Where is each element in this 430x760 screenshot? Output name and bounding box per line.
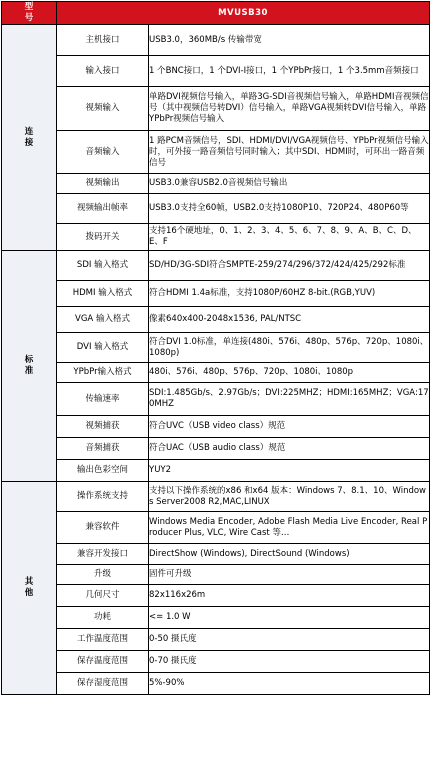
- spec-key: 兼容软件: [57, 512, 149, 544]
- spec-key: 主机接口: [57, 25, 149, 56]
- spec-key: 功耗: [57, 607, 149, 629]
- spec-key: 视频输入: [57, 87, 149, 131]
- category-cell: [2, 251, 57, 482]
- spec-value: 单路DVI视频信号输入，单路3G-SDI音视频信号输入，单路HDMI音视频信号（其中视频信号转DVI）信号输入，单路VGA视频转DVI信号输入，单路YPbPr视频信号输入: [149, 87, 430, 131]
- spec-value: 0-50 摄氏度: [149, 629, 430, 651]
- spec-key: 音频捕获: [57, 438, 149, 460]
- spec-row: [2, 544, 430, 565]
- spec-value: 1 路PCM音频信号，SDI、HDMI/DVI/VGA视频信号、YPbPr视频信号输入时，可外接一路音频信号同时输入；其中SDI、HDMI时，可环出一路音频信号: [149, 131, 430, 174]
- spec-row: [2, 383, 430, 416]
- spec-value: 82x116x26m: [149, 585, 430, 607]
- model-label: [2, 2, 57, 25]
- spec-value: 480i、576i、480p、576p、720p、1080i、1080p: [149, 363, 430, 383]
- category-label: 标 准: [24, 355, 34, 376]
- spec-row: [2, 460, 430, 482]
- spec-row: [2, 629, 430, 651]
- spec-value: 1 个BNC接口，1 个DVI-I接口，1 个YPbPr接口，1 个3.5mm音频接口: [149, 56, 430, 87]
- spec-value: 支持以下操作系统的x86 和x64 版本：Windows 7、8.1、10、Windows Server2008 R2,MAC,LINUX: [149, 482, 430, 512]
- spec-key: 视频输出帧率: [57, 194, 149, 224]
- spec-row: [2, 281, 430, 307]
- spec-key: 视频捕获: [57, 416, 149, 438]
- spec-value: USB3.0兼容USB2.0音视频信号输出: [149, 174, 430, 194]
- spec-value: 支持16个硬地址，0、1、2、3、4、5、6、7、8、9、A、B、C、D、E、F: [149, 224, 430, 251]
- spec-row: [2, 25, 430, 56]
- header-row: [2, 2, 430, 25]
- spec-row: [2, 651, 430, 673]
- model-label-text: 型 号: [24, 2, 34, 23]
- category-cell: [2, 482, 57, 695]
- spec-row: [2, 131, 430, 174]
- spec-key: 操作系统支持: [57, 482, 149, 512]
- spec-key: YPbPr输入格式: [57, 363, 149, 383]
- spec-row: [2, 438, 430, 460]
- spec-row: [2, 87, 430, 131]
- spec-value: 固件可升级: [149, 565, 430, 585]
- spec-row: [2, 194, 430, 224]
- spec-value: 符合UAC（USB audio class）规范: [149, 438, 430, 460]
- spec-row: [2, 416, 430, 438]
- spec-key: 输出色彩空间: [57, 460, 149, 482]
- model-name: MVUSB30: [57, 2, 430, 25]
- spec-row: [2, 307, 430, 333]
- spec-value: USB3.0，360MB/s 传输带宽: [149, 25, 430, 56]
- spec-key: 升级: [57, 565, 149, 585]
- spec-value: YUY2: [149, 460, 430, 482]
- spec-value: USB3.0支持全60帧，USB2.0支持1080P10、720P24、480P60等: [149, 194, 430, 224]
- spec-value: 符合DVI 1.0标准，单连接(480i、576i、480p、576p、720p、1080i、1080p): [149, 333, 430, 363]
- spec-table: [1, 1, 430, 695]
- spec-row: [2, 512, 430, 544]
- spec-key: 拨码开关: [57, 224, 149, 251]
- spec-key: 输入接口: [57, 56, 149, 87]
- spec-row: [2, 565, 430, 585]
- spec-value: SDI:1.485Gb/s、2.97Gb/s；DVI:225MHZ；HDMI:165MHZ；VGA:170MHZ: [149, 383, 430, 416]
- spec-key: 几何尺寸: [57, 585, 149, 607]
- spec-row: [2, 333, 430, 363]
- spec-row: [2, 56, 430, 87]
- spec-key: HDMI 输入格式: [57, 281, 149, 307]
- spec-value: 符合HDMI 1.4a标准，支持1080P/60HZ 8-bit.(RGB,YUV): [149, 281, 430, 307]
- spec-value: 5%-90%: [149, 673, 430, 695]
- spec-key: VGA 输入格式: [57, 307, 149, 333]
- spec-row: [2, 224, 430, 251]
- spec-value: SD/HD/3G-SDI符合SMPTE-259/274/296/372/424/425/292标准: [149, 251, 430, 281]
- spec-key: DVI 输入格式: [57, 333, 149, 363]
- spec-value: 符合UVC（USB video class）规范: [149, 416, 430, 438]
- spec-key: 视频输出: [57, 174, 149, 194]
- spec-key: 保存温度范围: [57, 651, 149, 673]
- spec-key: 工作温度范围: [57, 629, 149, 651]
- spec-row: [2, 174, 430, 194]
- spec-key: 保存湿度范围: [57, 673, 149, 695]
- spec-row: [2, 585, 430, 607]
- category-label: 连 接: [24, 126, 34, 148]
- spec-row: [2, 251, 430, 281]
- spec-value: <= 1.0 W: [149, 607, 430, 629]
- spec-key: 传输速率: [57, 383, 149, 416]
- spec-row: [2, 363, 430, 383]
- spec-row: [2, 673, 430, 695]
- spec-row: [2, 607, 430, 629]
- spec-value: 像素640x400-2048x1536, PAL/NTSC: [149, 307, 430, 333]
- category-cell: [2, 25, 57, 251]
- spec-value: Windows Media Encoder, Adobe Flash Media Live Encoder, Real Producer Plus, VLC, Wire Cast 等…: [149, 512, 430, 544]
- spec-value: DirectShow (Windows), DirectSound (Windows): [149, 544, 430, 565]
- spec-value: 0-70 摄氏度: [149, 651, 430, 673]
- spec-key: SDI 输入格式: [57, 251, 149, 281]
- category-label: 其 他: [24, 577, 34, 598]
- spec-row: [2, 482, 430, 512]
- spec-key: 音频输入: [57, 131, 149, 174]
- spec-key: 兼容开发接口: [57, 544, 149, 565]
